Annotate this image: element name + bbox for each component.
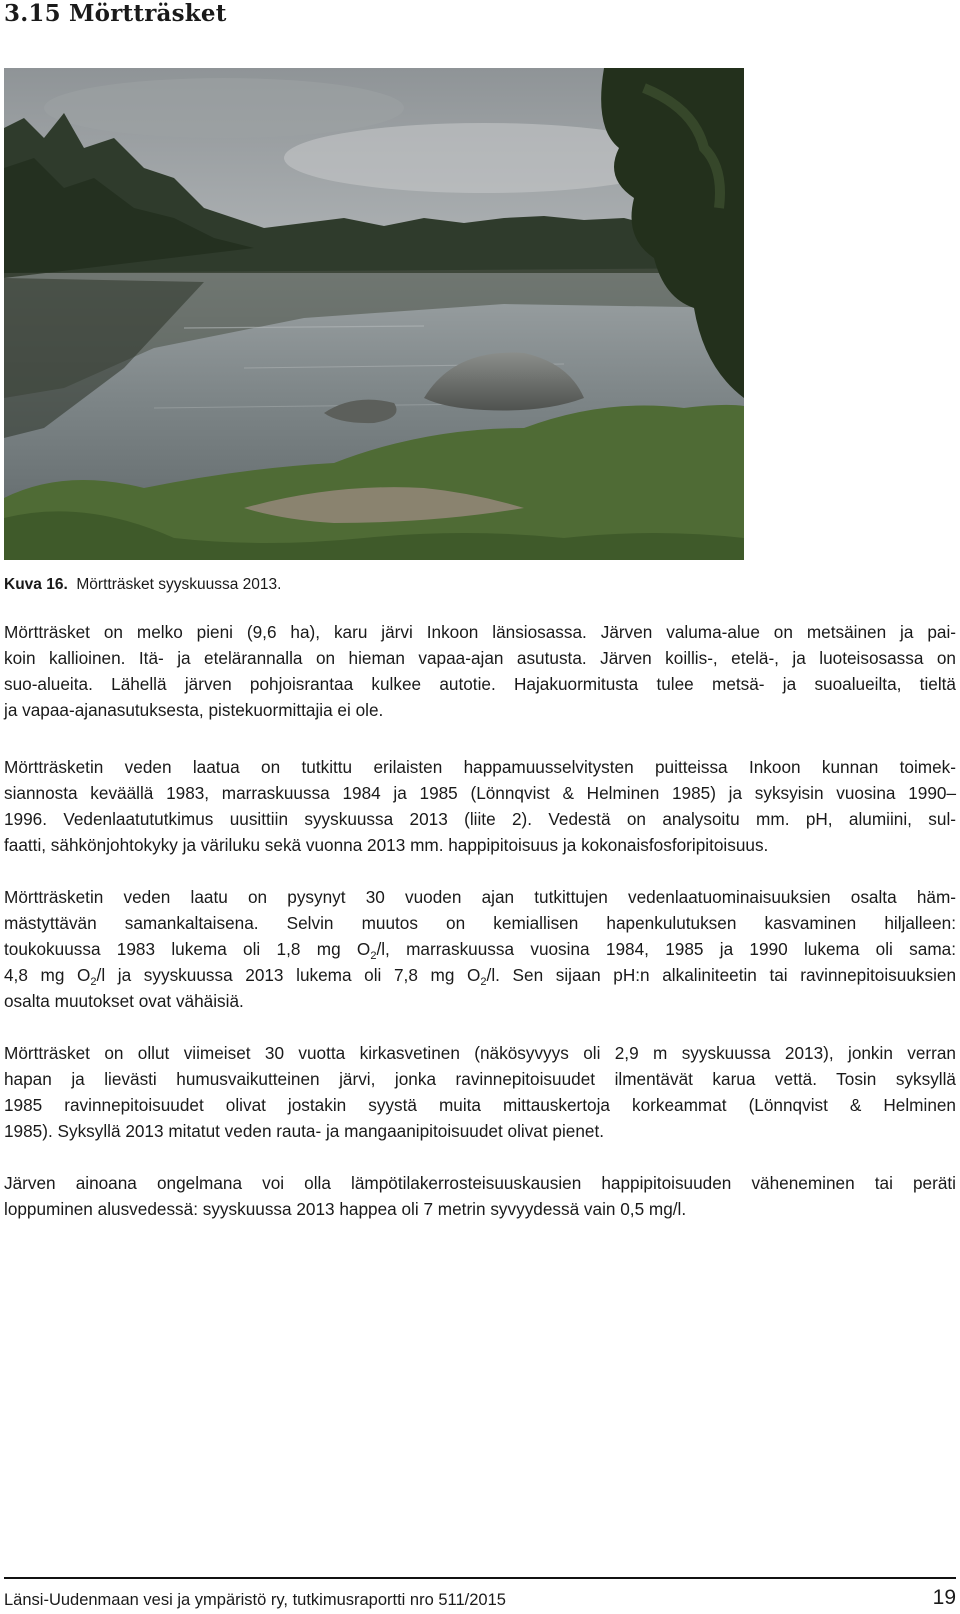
subscript: 2 bbox=[370, 950, 377, 962]
subscript: 2 bbox=[480, 976, 487, 988]
text-line bbox=[4, 962, 956, 988]
page-number: 19 bbox=[932, 1586, 956, 1609]
text-line: siannosta keväällä 1983, marraskuussa 1984 ja 1985 (Lönnqvist & Helminen 1985) ja syksyisin vuosina 1990– bbox=[4, 783, 956, 803]
text-line: loppuminen alusvedessä: syyskuussa 2013 happea oli 7 metrin syvyydessä vain 0,5 mg/l. bbox=[4, 1199, 687, 1219]
text-line: ja vapaa-ajanasutuksesta, pistekuormittajia ei ole. bbox=[4, 700, 384, 720]
paragraph-3 bbox=[4, 884, 956, 1014]
text-line: 1996. Vedenlaatututkimus uusittiin syyskuussa 2013 (liite 2). Vedestä on analysoitu mm. pH, alumiini, sul- bbox=[4, 809, 956, 829]
text-segment: /l ja syyskuussa 2013 lukema oli 7,8 mg O bbox=[96, 965, 481, 985]
section-heading: 3.15 Mörtträsket bbox=[4, 0, 227, 27]
text-segment: toukokuussa 1983 lukema oli 1,8 mg O bbox=[4, 939, 371, 959]
paragraph-4 bbox=[4, 1040, 956, 1144]
text-line: Mörtträsketin veden laatu on pysynyt 30 vuoden ajan tutkittujen vedenlaatuominaisuuksien osalta häm- bbox=[4, 887, 956, 907]
footer-divider bbox=[4, 1577, 956, 1579]
footer-publisher: Länsi-Uudenmaan vesi ja ympäristö ry, tutkimusraportti nro 511/2015 bbox=[4, 1591, 506, 1609]
text-line: koin kallioinen. Itä- ja etelärannalla on hieman vapaa-ajan asutusta. Järven koillis-, etelä-, ja luoteisosassa on bbox=[4, 648, 956, 668]
text-line: suo-alueita. Lähellä järven pohjoisrantaa kulkee autotie. Hajakuormitusta tulee metsä- ja suoalueilta, tieltä bbox=[4, 674, 956, 694]
text-line: Mörtträsket on melko pieni (9,6 ha), karu järvi Inkoon länsiosassa. Järven valuma-alue on metsäinen ja pai- bbox=[4, 622, 956, 642]
text-line: Mörtträsket on ollut viimeiset 30 vuotta kirkasvetinen (näkösyvyys oli 2,9 m syyskuussa 2013), jonkin verran bbox=[4, 1043, 956, 1063]
subscript: 2 bbox=[90, 976, 97, 988]
text-segment: /l. Sen sijaan pH:n alkaliniteetin tai ravinnepitoisuuksien bbox=[486, 965, 957, 985]
text-line: Mörtträsketin veden laatua on tutkittu erilaisten happamuusselvitysten puitteissa Inkoon kunnan toimek- bbox=[4, 757, 956, 777]
text-line: 1985). Syksyllä 2013 mitatut veden rauta- ja mangaanipitoisuudet olivat pienet. bbox=[4, 1121, 605, 1141]
text-line: osalta muutokset ovat vähäisiä. bbox=[4, 991, 244, 1011]
text-segment: /l, marraskuussa vuosina 1984, 1985 ja 1990 lukema oli sama: bbox=[376, 939, 956, 959]
caption-text: Mörtträsket syyskuussa 2013. bbox=[76, 576, 282, 593]
text-line bbox=[4, 936, 956, 962]
caption-label: Kuva 16. bbox=[4, 576, 68, 593]
text-line: mästyttävän samankaltaisena. Selvin muutos on kemiallisen hapenkulutuksen kasvaminen hiljalleen: bbox=[4, 913, 956, 933]
text-line: 1985 ravinnepitoisuudet olivat jostakin syystä muita mittauskertoja korkeammat (Lönnqvist & Helminen bbox=[4, 1095, 956, 1115]
paragraph-5 bbox=[4, 1170, 956, 1222]
text-line: faatti, sähkönjohtokyky ja väriluku sekä vuonna 2013 mm. happipitoisuus ja kokonaisfosforipitoisuus. bbox=[4, 835, 769, 855]
lake-photo bbox=[4, 68, 744, 560]
text-segment: 4,8 mg O bbox=[4, 965, 91, 985]
paragraph-2 bbox=[4, 754, 956, 858]
text-line: hapan ja lievästi humusvaikutteinen järvi, jonka ravinnepitoisuudet ilmentävät karua vettä. Tosin syksyllä bbox=[4, 1069, 956, 1089]
paragraph-1 bbox=[4, 619, 956, 723]
figure-caption bbox=[4, 576, 281, 594]
text-line: Järven ainoana ongelmana voi olla lämpötilakerrosteisuuskausien happipitoisuuden väheneminen tai peräti bbox=[4, 1173, 956, 1193]
